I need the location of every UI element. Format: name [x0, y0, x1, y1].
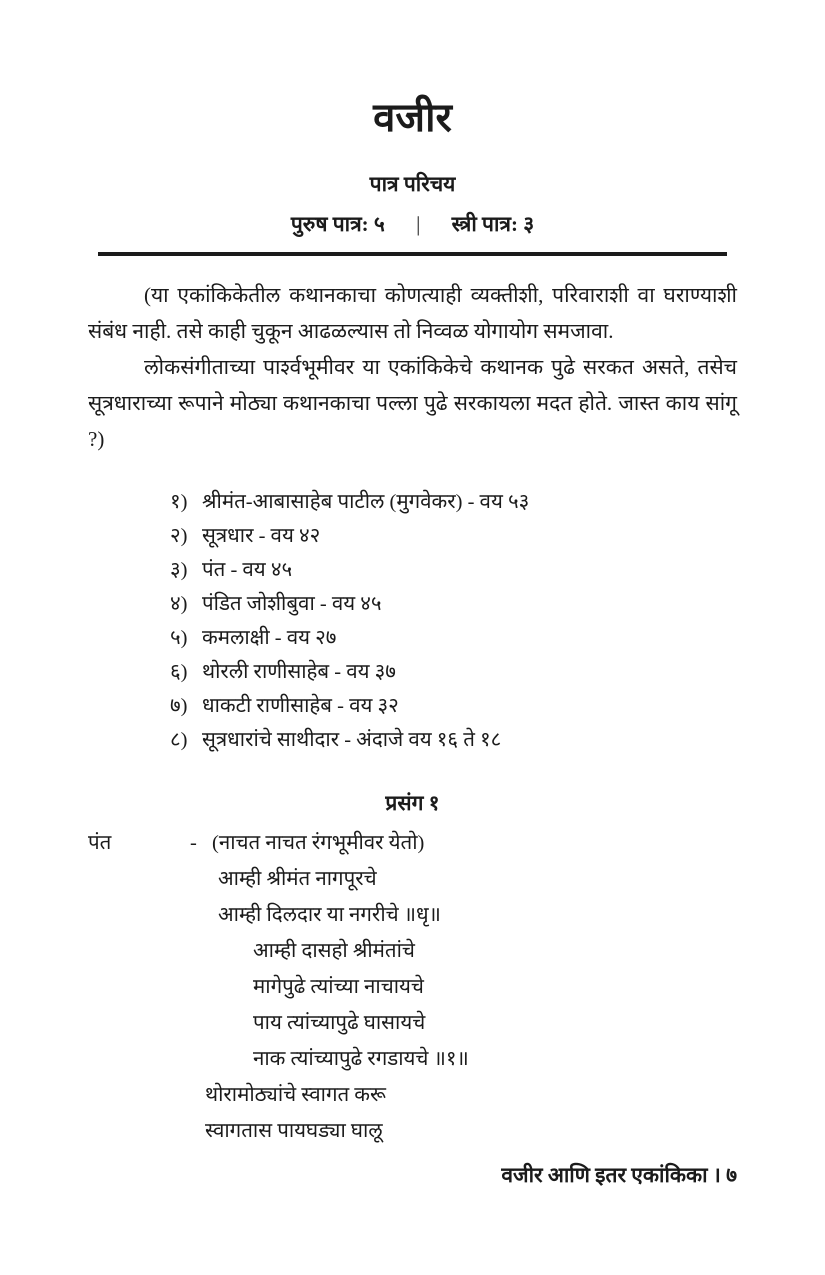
character-number: ८)	[170, 729, 188, 751]
character-number: ६)	[170, 661, 188, 683]
character-list-item	[170, 723, 737, 757]
horizontal-rule	[98, 252, 727, 256]
character-description: थोरली राणीसाहेब - वय ३७	[202, 661, 396, 683]
character-list-item	[170, 621, 737, 655]
author-note	[88, 277, 737, 457]
cast-intro-heading: पात्र परिचय	[369, 172, 456, 196]
verse-line: आम्ही दासहो श्रीमंतांचे	[253, 940, 415, 962]
character-list-item	[170, 485, 737, 519]
verse-line: मागेपुढे त्यांच्या नाचायचे	[253, 976, 424, 998]
verse-line: स्वागतास पायघड्या घालू	[205, 1120, 383, 1142]
character-description: कमलाक्षी - वय २७	[202, 627, 337, 649]
verse-line: नाक त्यांच्यापुढे रगडायचे ॥१॥	[253, 1048, 469, 1070]
verse	[88, 861, 737, 1149]
dialogue-block	[88, 825, 737, 1149]
character-number: १)	[170, 491, 188, 513]
character-number: ४)	[170, 593, 188, 615]
character-number: २)	[170, 525, 188, 547]
character-list-item	[170, 655, 737, 689]
stage-direction: (नाचत नाचत रंगभूमीवर येतो)	[212, 832, 425, 854]
cast-counts-separator: |	[416, 212, 421, 236]
character-list	[170, 485, 737, 757]
scene-heading: प्रसंग १	[385, 791, 440, 815]
character-description: पंत - वय ४५	[202, 559, 293, 581]
character-description: श्रीमंत-आबासाहेब पाटील (मुगवेकर) - वय ५३	[202, 491, 530, 513]
character-list-item	[170, 689, 737, 723]
character-list-item	[170, 587, 737, 621]
character-number: ५)	[170, 627, 188, 649]
speaker-name: पंत	[88, 832, 112, 854]
verse-line: आम्ही दिलदार या नगरीचे ॥धृ॥	[218, 904, 441, 926]
verse-line: पाय त्यांच्यापुढे घासायचे	[253, 1012, 426, 1034]
female-cast-count: स्त्री पात्र: ३	[451, 212, 535, 236]
character-number: ७)	[170, 695, 188, 717]
verse-line: थोरामोठ्यांचे स्वागत करू	[205, 1084, 386, 1106]
character-list-item	[170, 519, 737, 553]
speaker-dash: -	[190, 832, 197, 854]
running-footer-with-page-number: वजीर आणि इतर एकांकिका । ७	[501, 1163, 737, 1187]
character-description: पंडित जोशीबुवा - वय ४५	[202, 593, 382, 615]
character-description: धाकटी राणीसाहेब - वय ३२	[202, 695, 399, 717]
author-note-paragraph: लोकसंगीताच्या पार्श्वभूमीवर या एकांकिकेचे कथानक पुढे सरकत असते, तसेच सूत्रधाराच्या रूपाने मोठ्या कथानकाचा पल्ला पुढे सरकायला मदत होते. जास्त काय सांगू ?)	[88, 355, 737, 451]
character-description: सूत्रधार - वय ४२	[202, 525, 321, 547]
character-description: सूत्रधारांचे साथीदार - अंदाजे वय १६ ते १८	[202, 729, 502, 751]
verse-line: आम्ही श्रीमंत नागपूरचे	[218, 868, 377, 890]
male-cast-count: पुरुष पात्र: ५	[290, 212, 385, 236]
character-list-item	[170, 553, 737, 587]
author-note-paragraph: (या एकांकिकेतील कथानकाचा कोणत्याही व्यक्तीशी, परिवाराशी वा घराण्याशी संबंध नाही. तसे काही चुकून आढळल्यास तो निव्वळ योगायोग समजावा.	[88, 283, 737, 343]
play-title: वजीर	[373, 95, 452, 140]
character-number: ३)	[170, 559, 188, 581]
dialogue-opening-line	[88, 825, 737, 861]
cast-counts	[88, 210, 737, 238]
